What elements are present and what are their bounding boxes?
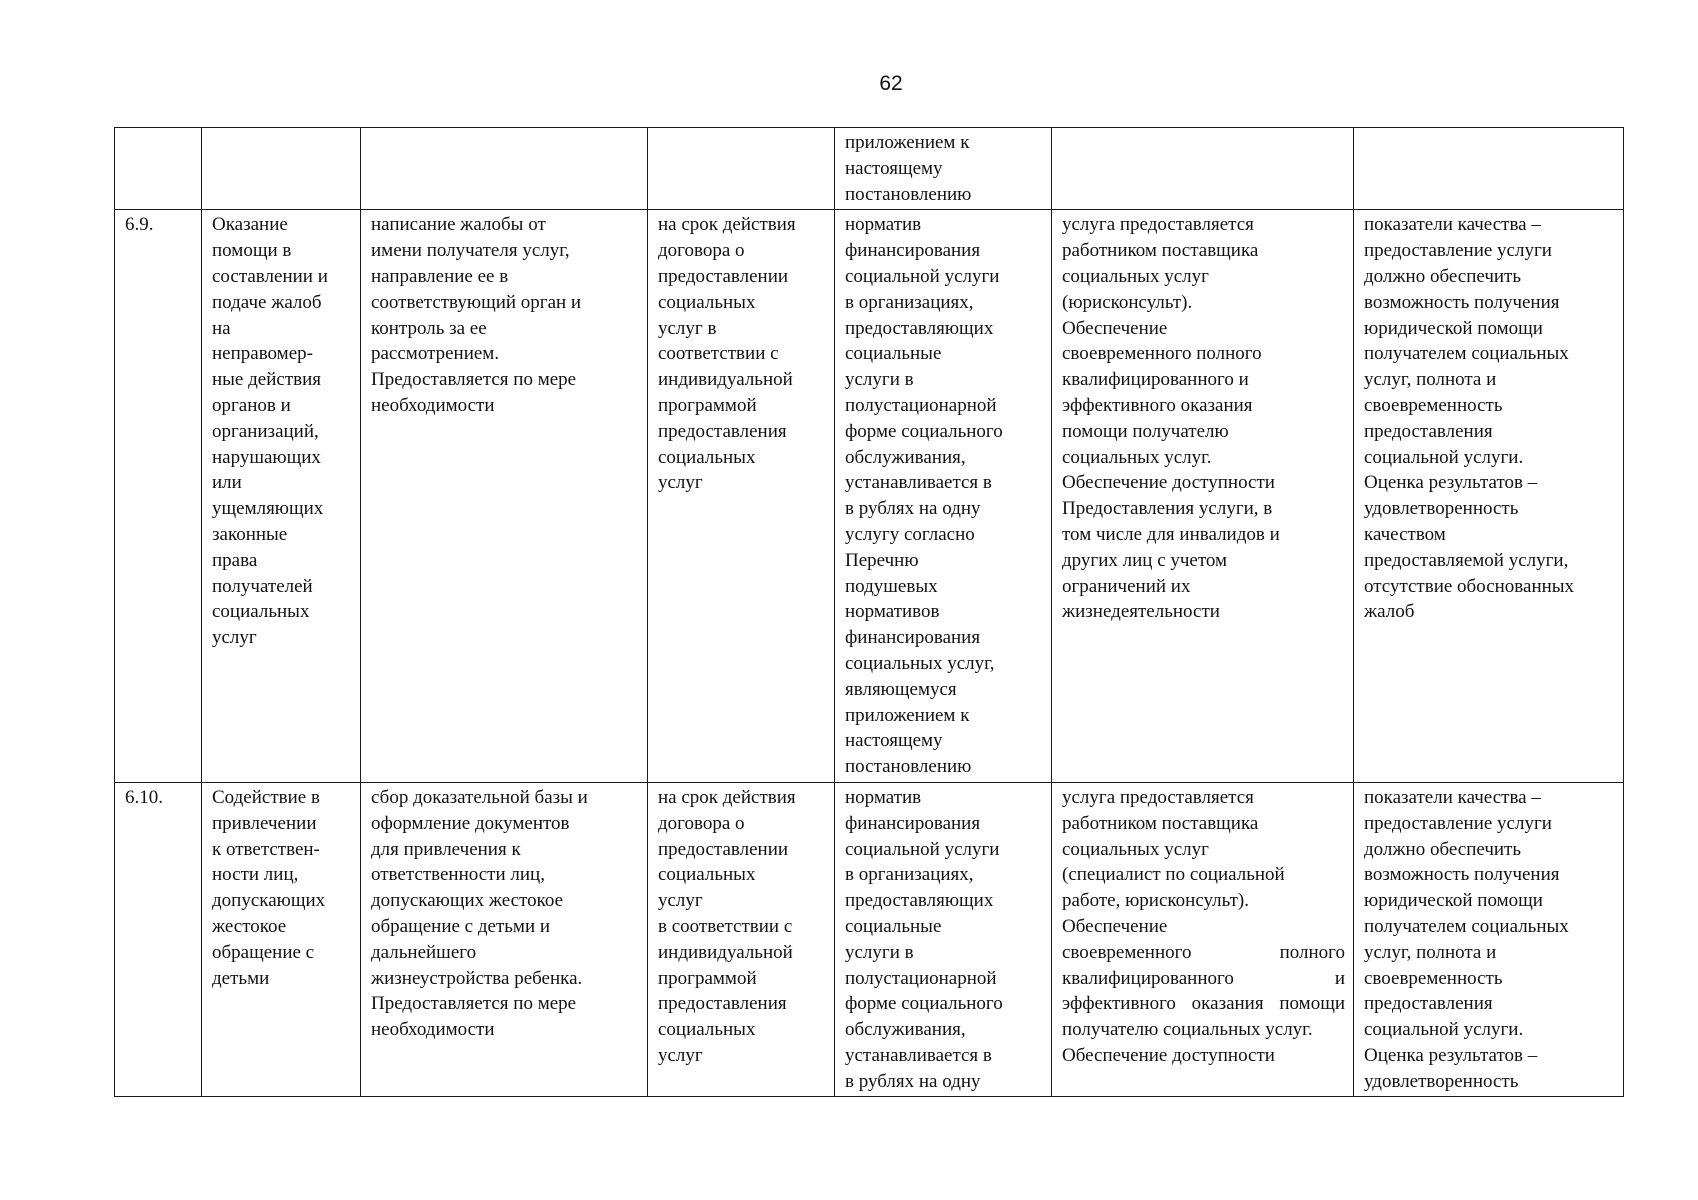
cell-number: 6.9. (115, 210, 202, 783)
table-row-continuation (115, 128, 1624, 210)
cell-provision-conditions (1052, 128, 1354, 210)
cell-financing-standard: норматив финансирования социальной услуги в организациях, предоставляющих социальные услуги в полустационарной форме социального обслуживания, устанавливается в в рублях на одну (835, 782, 1052, 1097)
cell-service-name: Содействие в привлечении к ответствен- ности лиц, допускающих жестокое обращение с детьми (202, 782, 361, 1097)
cell-service-name: Оказание помощи в составлении и подаче жалоб на неправомер- ные действия органов и организаций, нарушающих или ущемляющих законные права получателей социальных услуг (202, 210, 361, 783)
cell-provision-term: на срок действия договора о предоставлении социальных услуг в соответствии с индивидуальной программой предоставления социальных услуг (648, 782, 835, 1097)
cell-number: 6.10. (115, 782, 202, 1097)
services-table (114, 127, 1624, 1097)
cell-provision-term (648, 128, 835, 210)
page-number: 62 (879, 72, 903, 95)
cell-provision-conditions: услуга предоставляется работником поставщика социальных услуг (специалист по социальной работе, юрисконсульт). Обеспечение своевременного полного квалифицированного и эффективного оказания помощи получателю социальных услуг. Обеспечение доступности (1052, 782, 1354, 1097)
cell-service-name (202, 128, 361, 210)
cell-quality-indicators: показатели качества – предоставление услуги должно обеспечить возможность получения юридической помощи получателем социальных услуг, полнота и своевременность предоставления социальной услуги. Оценка результатов – удовлетворенность (1354, 782, 1624, 1097)
cell-quality-indicators: показатели качества – предоставление услуги должно обеспечить возможность получения юридической помощи получателем социальных услуг, полнота и своевременность предоставления социальной услуги. Оценка результатов – удовлетворенность качеством предоставляемой услуги, отсутствие обоснованных жалоб (1354, 210, 1624, 783)
table-row-6-9 (115, 210, 1624, 783)
cell-service-description (361, 128, 648, 210)
cell-number (115, 128, 202, 210)
cell-financing-standard: норматив финансирования социальной услуги в организациях, предоставляющих социальные услуги в полустационарной форме социального обслуживания, устанавливается в в рублях на одну услугу согласно Перечню подушевых нормативов финансирования социальных услуг, являющемуся приложением к настоящему постановлению (835, 210, 1052, 783)
cell-quality-indicators (1354, 128, 1624, 210)
cell-provision-term: на срок действия договора о предоставлении социальных услуг в соответствии с индивидуальной программой предоставления социальных услуг (648, 210, 835, 783)
cell-service-description: написание жалобы от имени получателя услуг, направление ее в соответствующий орган и контроль за ее рассмотрением. Предоставляется по мере необходимости (361, 210, 648, 783)
cell-service-description: сбор доказательной базы и оформление документов для привлечения к ответственности лиц, допускающих жестокое обращение с детьми и дальнейшего жизнеустройства ребенка. Предоставляется по мере необходимости (361, 782, 648, 1097)
cell-financing-standard: приложением к настоящему постановлению (835, 128, 1052, 210)
cell-provision-conditions: услуга предоставляется работником поставщика социальных услуг (юрисконсульт). Обеспечение своевременного полного квалифицированного и эффективного оказания помощи получателю социальных услуг. Обеспечение доступности Предоставления услуги, в том числе для инвалидов и других лиц с учетом ограничений их жизнедеятельности (1052, 210, 1354, 783)
table-row-6-10 (115, 782, 1624, 1097)
